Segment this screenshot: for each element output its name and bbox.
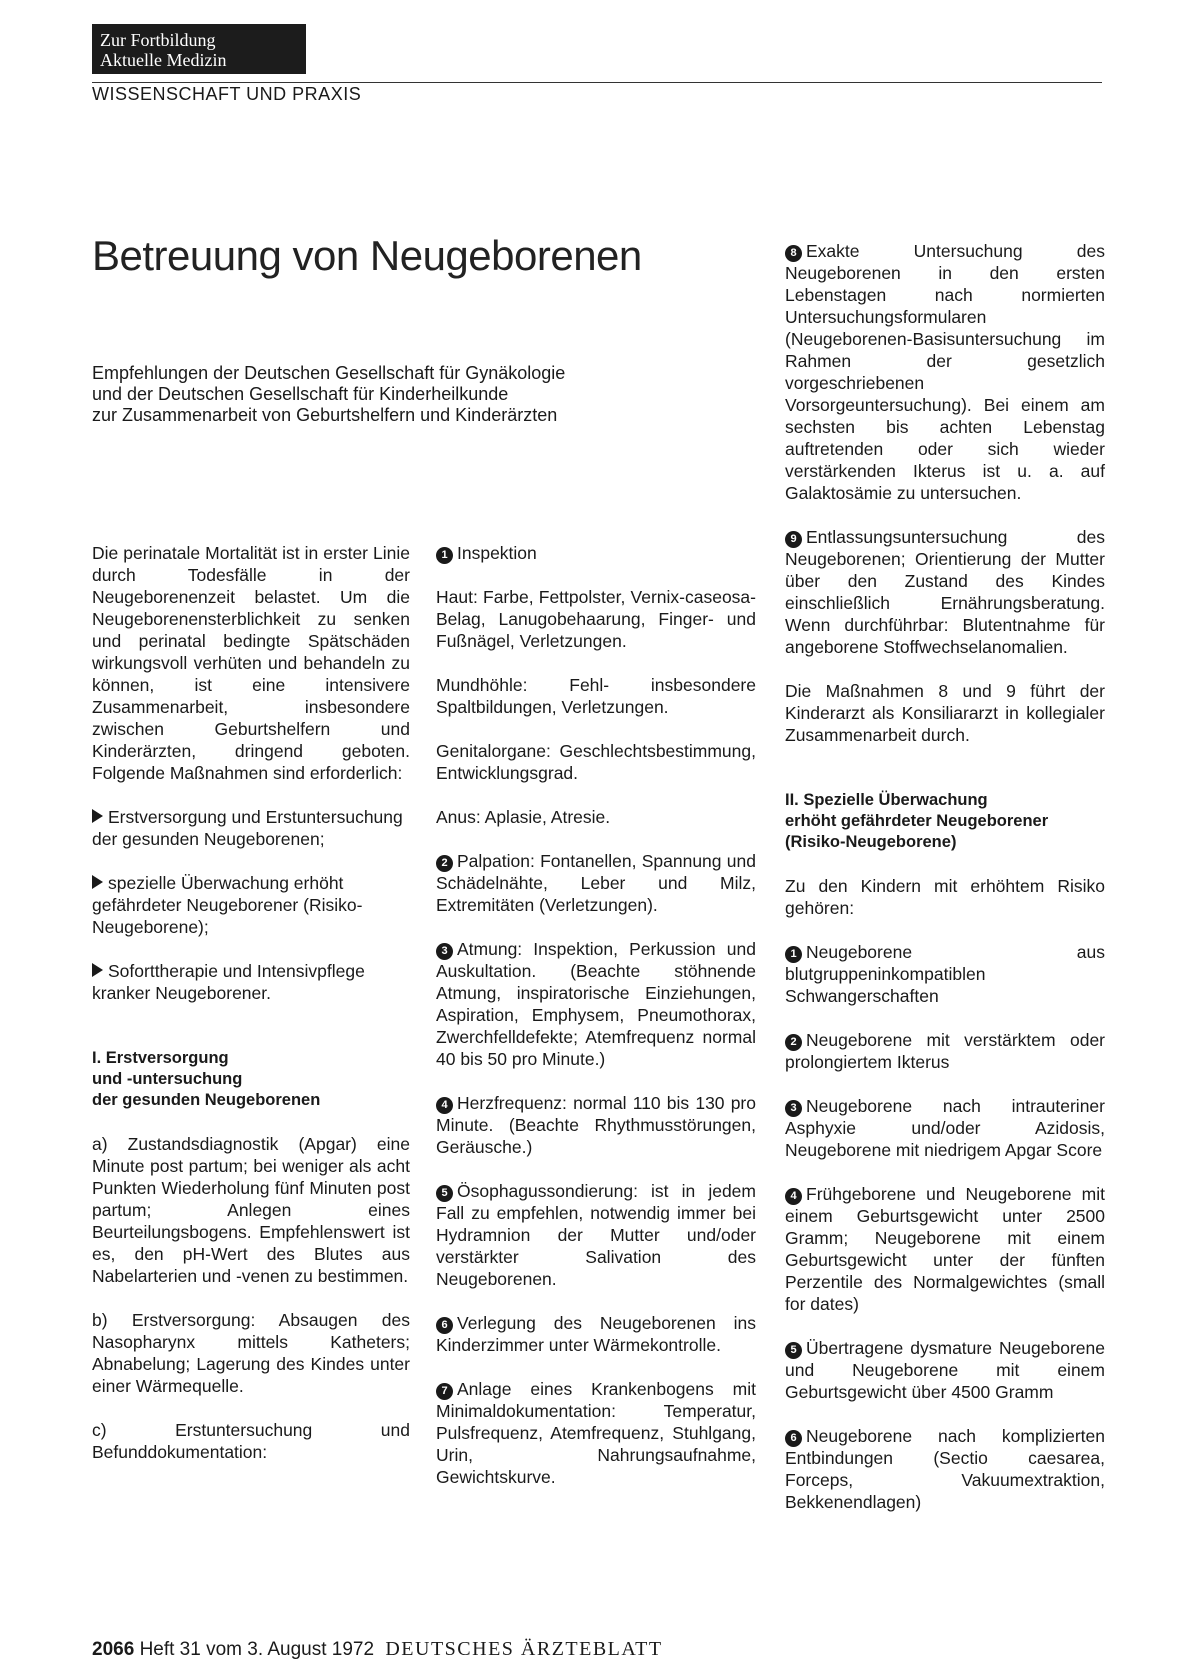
number-circle-icon: 8 (785, 245, 802, 262)
paragraph: Zu den Kindern mit erhöhtem Risiko gehören: (785, 876, 1105, 918)
number-circle-icon: 5 (785, 1342, 802, 1359)
risk-item (785, 1095, 1105, 1161)
risk-item (785, 1183, 1105, 1315)
paragraph: b) Erstversorgung: Absaugen des Nasopharynx mittels Katheters; Abnabelung; Lagerung des Kindes unter einer Wärmequelle. (92, 1310, 410, 1396)
rubric: WISSENSCHAFT UND PRAXIS (92, 84, 362, 104)
section-tag-line2: Aktuelle Medizin (100, 50, 227, 70)
number-circle-icon: 6 (785, 1430, 802, 1447)
risk-item (785, 1337, 1105, 1403)
journal-name: DEUTSCHES ÄRZTEBLATT (385, 1638, 663, 1660)
numbered-item (436, 1378, 756, 1488)
paragraph: a) Zustandsdiagnostik (Apgar) eine Minute post partum; bei weniger als acht Punkten Wiederholung fünf Minuten post partum; Anlegen eines Beurteilungsbogens. Empfehlenswert ist es, den pH-Wert des Blutes aus Nabelarterien und -venen zu bestimmen. (92, 1134, 410, 1286)
item-text: Herzfrequenz: normal 110 bis 130 pro Minute. (Beachte Rhythmusstörungen, Geräusche.) (436, 1093, 756, 1157)
numbered-item (436, 938, 756, 1070)
risk-item (785, 1029, 1105, 1073)
column-1 (92, 542, 410, 1485)
section-heading-1 (92, 1048, 410, 1111)
number-circle-icon: 1 (436, 547, 453, 564)
article-intro (92, 363, 652, 426)
heading-line: II. Spezielle Überwachung (785, 791, 988, 809)
heading-line: (Risiko-Neugeborene) (785, 833, 957, 851)
triangle-bullet-icon (92, 809, 103, 823)
number-circle-icon: 2 (785, 1034, 802, 1051)
number-circle-icon: 3 (436, 943, 453, 960)
number-circle-icon: 3 (785, 1100, 802, 1117)
intro-line: und der Deutschen Gesellschaft für Kinderheilkunde (92, 384, 509, 404)
item-text: Exakte Untersuchung des Neugeborenen in den ersten Lebenstagen nach normierten Untersuchungsformularen (Neugeborenen-Basisuntersuchung im Rahmen der gesetzlich vorgeschriebenen Vorsorgeuntersuchung). Bei einem am sechsten bis achten Lebenstag auftretenden oder sich wieder verstärkenden Ikterus ist u. a. auf Galaktosämie zu untersuchen. (785, 241, 1105, 503)
bullet-item (92, 960, 410, 1004)
column-3 (785, 240, 1105, 1535)
column-2 (436, 542, 756, 1510)
number-circle-icon: 2 (436, 855, 453, 872)
item-text: Ösophagussondierung: ist in jedem Fall zu empfehlen, notwendig immer bei Hydramnion der Mutter und/oder verstärkter Salivation des Neugeborenen. (436, 1181, 756, 1289)
heading-line: erhöht gefährdeter Neugeborener (785, 812, 1049, 830)
item-text: Entlassungsuntersuchung des Neugeborenen; Orientierung der Mutter über den Zustand des Kindes einschließlich Ernährungsberatung. Wenn durchführbar: Blutentnahme für angeborene Stoffwechselanomalien. (785, 527, 1105, 657)
number-circle-icon: 1 (785, 946, 802, 963)
triangle-bullet-icon (92, 875, 103, 889)
heading-line: I. Erstversorgung (92, 1049, 229, 1067)
numbered-item (436, 850, 756, 916)
numbered-item (436, 1092, 756, 1158)
section-tag-line1: Zur Fortbildung (100, 30, 216, 50)
number-circle-icon: 9 (785, 531, 802, 548)
numbered-item (436, 1312, 756, 1356)
header-rule (92, 82, 1102, 83)
numbered-item (436, 1180, 756, 1290)
article-title: Betreuung von Neugeborenen (92, 232, 642, 279)
number-circle-icon: 4 (436, 1097, 453, 1114)
intro-line: Empfehlungen der Deutschen Gesellschaft für Gynäkologie (92, 363, 566, 383)
item-text: Neugeborene aus blutgruppeninkompatiblen Schwangerschaften (785, 942, 1105, 1006)
paragraph: Die perinatale Mortalität ist in erster Linie durch Todesfälle in der Neugeborenenzeit belastet. Um die Neugeborenensterblichkeit zu senken und perinatal bedingte Spätschäden wirkungsvoll verhüten und behandeln zu können, ist eine intensivere Zusammenarbeit, insbesondere zwischen Geburtshelfern und Kinderärzten, dringend geboten. Folgende Maßnahmen sind erforderlich: (92, 543, 410, 783)
page-number: 2066 (92, 1639, 135, 1660)
item-text: Frühgeborene und Neugeborene mit einem Geburtsgewicht unter 2500 Gramm; Neugeborene mit einem Geburtsgewicht unter der fünften Perzentile des Normalgewichtes (small for dates) (785, 1184, 1105, 1314)
item-text: Neugeborene nach intrauteriner Asphyxie und/oder Azidosis, Neugeborene mit niedrigem Apgar Score (785, 1096, 1105, 1160)
bullet-text: spezielle Überwachung erhöht gefährdeter Neugeborener (Risiko-Neugeborene); (92, 873, 363, 937)
heading-line: und -untersuchung (92, 1070, 243, 1088)
heading-line: der gesunden Neugeborenen (92, 1091, 321, 1109)
paragraph: Mundhöhle: Fehl- insbesondere Spaltbildungen, Verletzungen. (436, 675, 756, 717)
bullet-text: Soforttherapie und Intensivpflege kranker Neugeborener. (92, 961, 365, 1003)
risk-item (785, 1425, 1105, 1513)
page-footer (92, 1638, 663, 1661)
item-text: Übertragene dysmature Neugeborene und Neugeborene mit einem Geburtsgewicht über 4500 Gramm (785, 1338, 1105, 1402)
section-tag (92, 24, 306, 74)
risk-item (785, 941, 1105, 1007)
triangle-bullet-icon (92, 963, 103, 977)
issue-info: Heft 31 vom 3. August 1972 (139, 1639, 375, 1660)
bullet-text: Erstversorgung und Erstuntersuchung der gesunden Neugeborenen; (92, 807, 403, 849)
number-circle-icon: 7 (436, 1383, 453, 1400)
item-text: Neugeborene mit verstärktem oder prolongiertem Ikterus (785, 1030, 1105, 1072)
paragraph: Anus: Aplasie, Atresie. (436, 807, 611, 827)
item-text: Anlage eines Krankenbogens mit Minimaldokumentation: Temperatur, Pulsfrequenz, Atemfrequenz, Stuhlgang, Urin, Nahrungsaufnahme, Gewichtskurve. (436, 1379, 756, 1487)
item-text: Atmung: Inspektion, Perkussion und Auskultation. (Beachte stöhnende Atmung, inspiratorische Einziehungen, Aspiration, Emphysem, Pneumothorax, Zwerchfelldefekte; Atemfrequenz normal 40 bis 50 pro Minute.) (436, 939, 756, 1069)
item-text: Neugeborene nach komplizierten Entbindungen (Sectio caesarea, Forceps, Vakuumextraktion, Bekkenendlagen) (785, 1426, 1105, 1512)
item-text: Inspektion (457, 543, 537, 563)
paragraph: Haut: Farbe, Fettpolster, Vernix-caseosa-Belag, Lanugobehaarung, Finger- und Fußnägel, Verletzungen. (436, 587, 756, 651)
number-circle-icon: 6 (436, 1317, 453, 1334)
paragraph: Genitalorgane: Geschlechtsbestimmung, Entwicklungsgrad. (436, 741, 756, 783)
bullet-item (92, 806, 410, 850)
item-text: Verlegung des Neugeborenen ins Kinderzimmer unter Wärmekontrolle. (436, 1313, 756, 1355)
bullet-item (92, 872, 410, 938)
intro-line: zur Zusammenarbeit von Geburtshelfern und Kinderärzten (92, 405, 558, 425)
numbered-item (785, 526, 1105, 658)
item-text: Palpation: Fontanellen, Spannung und Schädelnähte, Leber und Milz, Extremitäten (Verletzungen). (436, 851, 756, 915)
numbered-item (436, 542, 756, 564)
section-heading-2 (785, 790, 1105, 853)
numbered-item (785, 240, 1105, 504)
number-circle-icon: 4 (785, 1188, 802, 1205)
number-circle-icon: 5 (436, 1185, 453, 1202)
paragraph: c) Erstuntersuchung und Befunddokumentation: (92, 1420, 410, 1462)
paragraph: Die Maßnahmen 8 und 9 führt der Kinderarzt als Konsiliararzt in kollegialer Zusammenarbeit durch. (785, 681, 1105, 745)
